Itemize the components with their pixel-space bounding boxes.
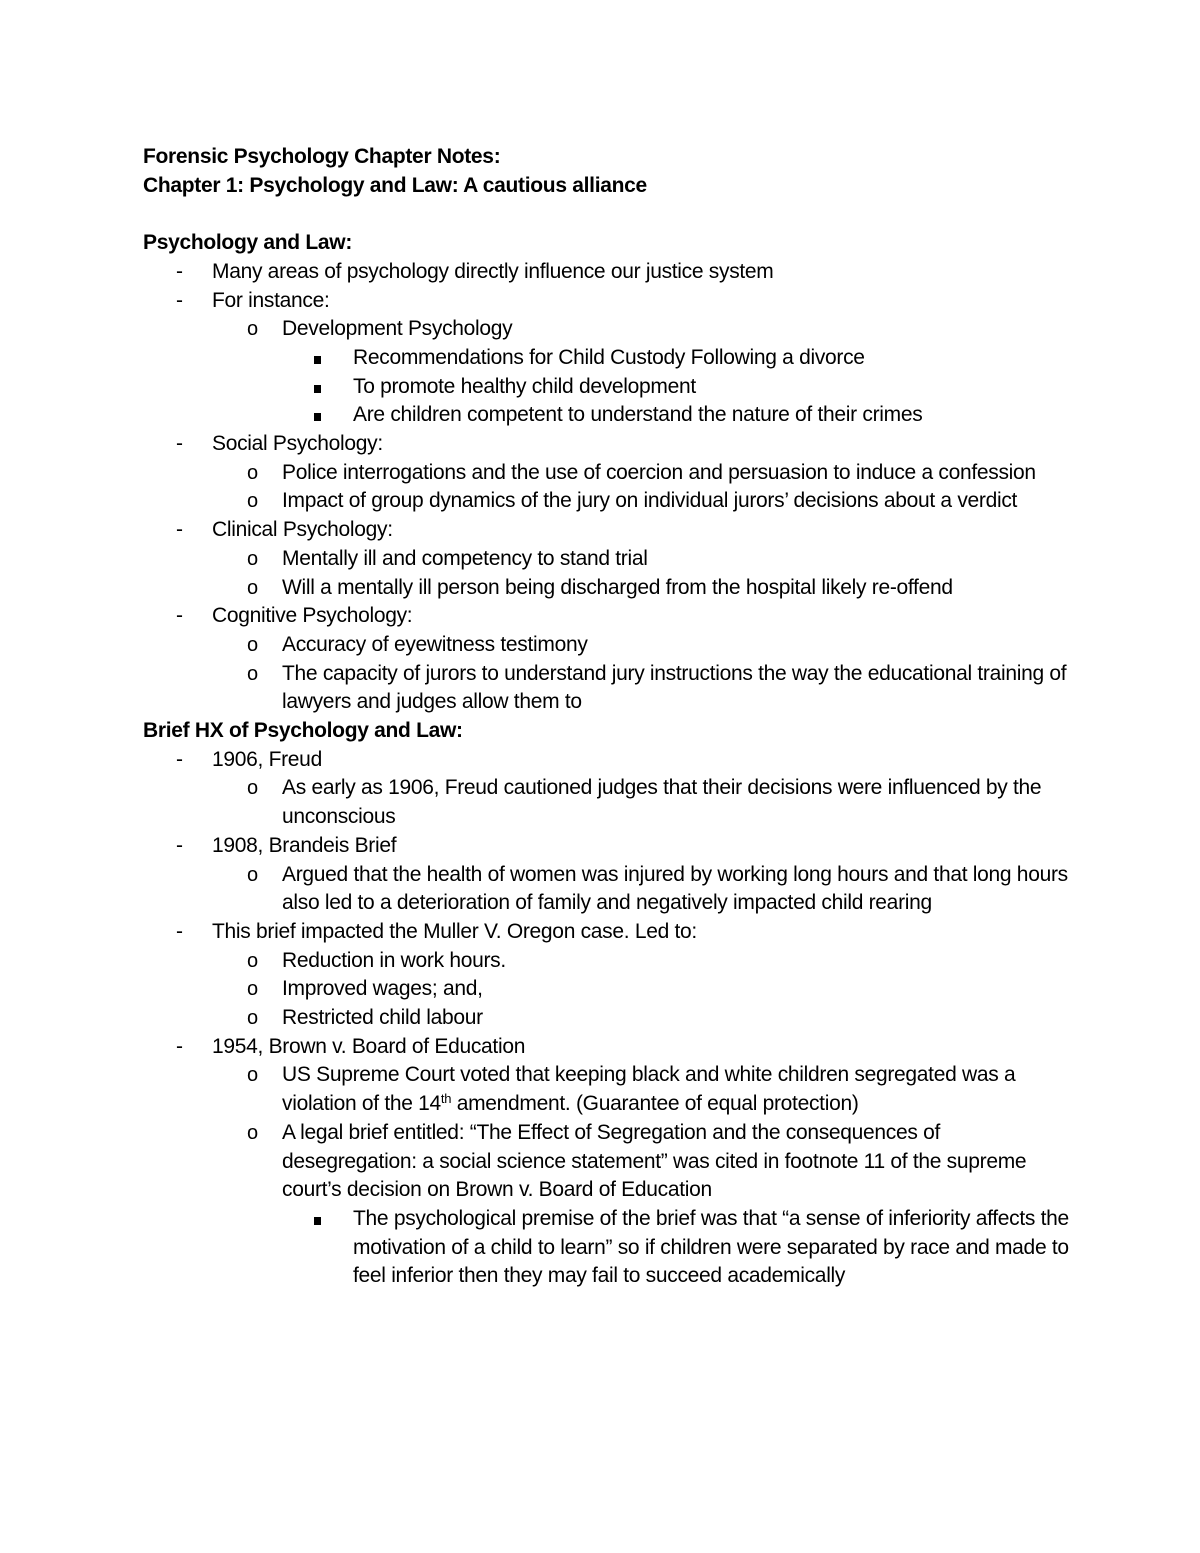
circle-bullet: o (247, 1007, 258, 1030)
square-bullet-icon (314, 373, 321, 402)
document-body (143, 143, 1073, 1291)
circle-bullet: o (247, 1121, 258, 1144)
circle-bullet: o (247, 633, 258, 656)
document-title: Forensic Psychology Chapter Notes: (143, 145, 501, 168)
dash-bullet: - (176, 919, 183, 943)
list-item: - For instance: (143, 287, 1073, 316)
list-item: o Restricted child labour (143, 1004, 1073, 1033)
circle-bullet: o (247, 949, 258, 972)
list-item: o Police interrogations and the use of coercion and persuasion to induce a confession (143, 459, 1073, 488)
list-item: - Many areas of psychology directly influence our justice system (143, 258, 1073, 287)
section-heading-psychology-and-law: Psychology and Law: (143, 231, 353, 255)
section-heading-brief-history: Brief HX of Psychology and Law: (143, 719, 463, 743)
list-item: To promote healthy child development (143, 373, 1073, 402)
list-item: - Cognitive Psychology: (143, 602, 1073, 631)
list-item: o Accuracy of eyewitness testimony (143, 631, 1073, 660)
list-item: o A legal brief entitled: “The Effect of Segregation and the consequences of desegregation: a social science statement” was cited in footnote 11 of the supreme court’s decision on Brown v. Board of Education (247, 1120, 1027, 1202)
list-item: o Development Psychology (143, 315, 1073, 344)
list-item: o Reduction in work hours. (143, 947, 1073, 976)
dash-bullet: - (176, 1034, 183, 1058)
circle-bullet: o (247, 318, 258, 341)
dash-bullet: - (176, 288, 183, 312)
circle-bullet: o (247, 662, 258, 685)
dash-bullet: - (176, 518, 183, 542)
list-item: - Clinical Psychology: (143, 516, 1073, 545)
list-item: The psychological premise of the brief was that “a sense of inferiority affects the motivation of a child to learn” so if children were separated by race and made to feel inferior then they may fail to succeed academically (143, 1205, 1073, 1291)
list-item: o As early as 1906, Freud cautioned judges that their decisions were influenced by the unconscious (247, 776, 1042, 829)
circle-bullet: o (247, 863, 258, 886)
blank-line (143, 200, 1073, 229)
circle-bullet: o (247, 978, 258, 1001)
square-bullet-icon (314, 1205, 321, 1234)
list-item: o Will a mentally ill person being discharged from the hospital likely re-offend (143, 574, 1073, 603)
list-item: o Improved wages; and, (143, 975, 1073, 1004)
circle-bullet: o (247, 490, 258, 513)
circle-bullet: o (247, 576, 258, 599)
square-bullet-icon (314, 344, 321, 373)
circle-bullet: o (247, 547, 258, 570)
list-item: - Social Psychology: (143, 430, 1073, 459)
list-item: o US Supreme Court voted that keeping black and white children segregated was a violation of the 14th amendment. (Guarantee of equal protection) (247, 1063, 1016, 1116)
list-item: - 1954, Brown v. Board of Education (143, 1033, 1073, 1062)
list-item: Are children competent to understand the nature of their crimes (143, 401, 1073, 430)
dash-bullet: - (176, 604, 183, 628)
list-item: Recommendations for Child Custody Following a divorce (143, 344, 1073, 373)
circle-bullet: o (247, 461, 258, 484)
list-item: o Argued that the health of women was injured by working long hours and that long hours also led to a deterioration of family and negatively impacted child rearing (247, 862, 1068, 915)
circle-bullet: o (247, 777, 258, 800)
dash-bullet: - (176, 747, 183, 771)
square-bullet-icon (314, 401, 321, 430)
list-item: - This brief impacted the Muller V. Oregon case. Led to: (143, 918, 1073, 947)
list-item: - 1906, Freud (143, 746, 1073, 775)
dash-bullet: - (176, 259, 183, 283)
list-item: o Impact of group dynamics of the jury on individual jurors’ decisions about a verdict (143, 487, 1073, 516)
list-item: o Mentally ill and competency to stand trial (143, 545, 1073, 574)
list-item: o The capacity of jurors to understand jury instructions the way the educational training of lawyers and judges allow them to (247, 661, 1067, 714)
dash-bullet: - (176, 432, 183, 456)
circle-bullet: o (247, 1064, 258, 1087)
chapter-heading: Chapter 1: Psychology and Law: A cautious alliance (143, 173, 647, 197)
dash-bullet: - (176, 833, 183, 857)
list-item: - 1908, Brandeis Brief (143, 832, 1073, 861)
